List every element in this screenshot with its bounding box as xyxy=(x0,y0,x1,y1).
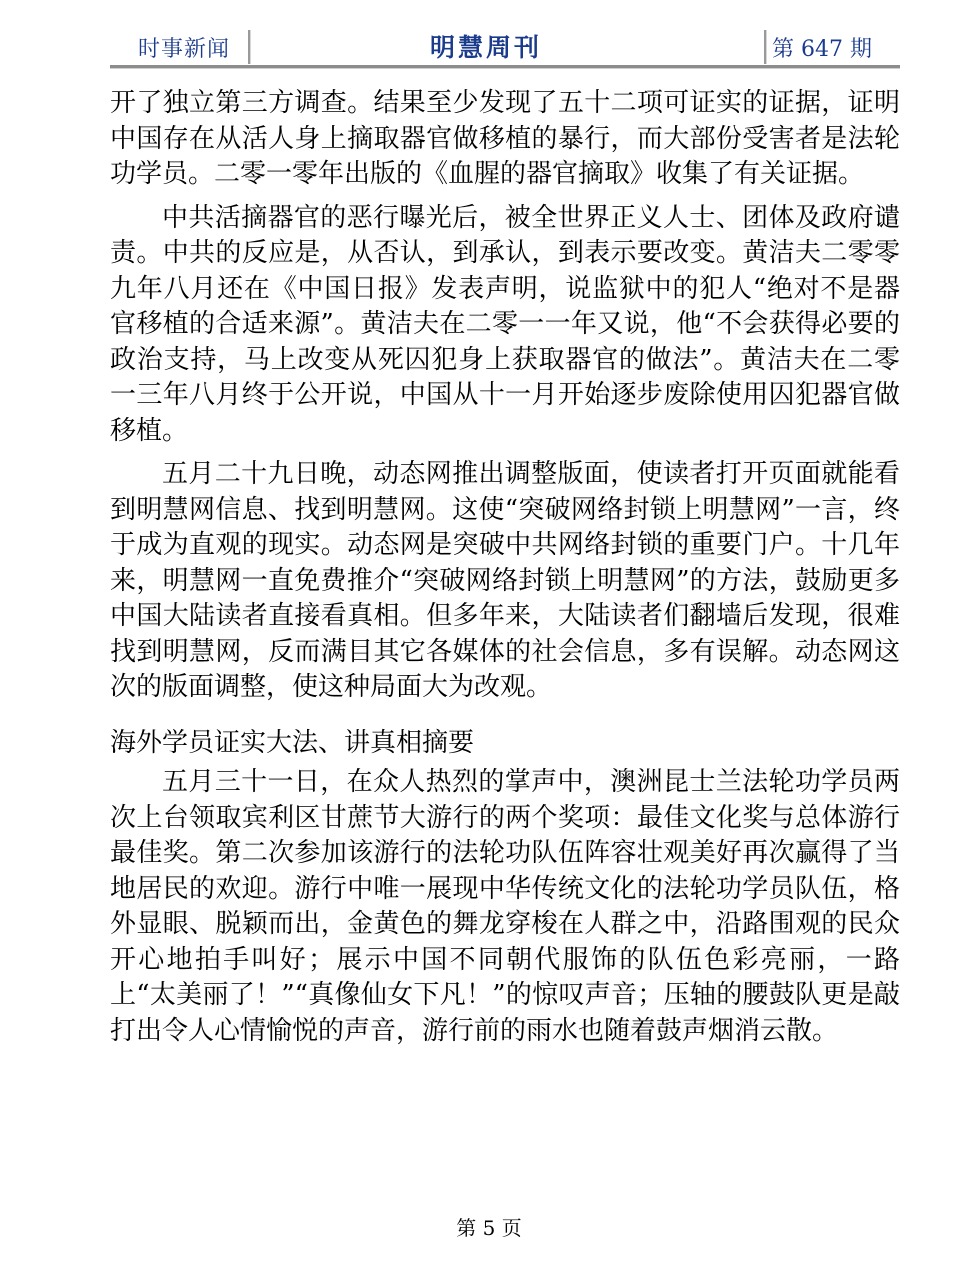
header-separator-right xyxy=(764,30,766,64)
page-header xyxy=(110,28,900,68)
paragraph: 五月二十九日晚，动态网推出调整版面，使读者打开页面就能看到明慧网信息、找到明慧网。这使“突破网络封锁上明慧网”一言，终于成为直观的现实。动态网是突破中共网络封锁的重要门户。十几年来，明慧网一直免费推介“突破网络封锁上明慧网”的方法，鼓励更多中国大陆读者直接看真相。但多年来，大陆读者们翻墙后发现，很难找到明慧网，反而满目其它各媒体的社会信息，多有误解。动态网这次的版面调整，使这种局面大为改观。 xyxy=(110,459,900,702)
header-issue-number: 第 647 期 xyxy=(772,37,872,62)
page-number: 第 5 页 xyxy=(456,1216,522,1240)
header-rule xyxy=(110,65,900,69)
article-body xyxy=(110,86,900,1057)
header-publication-title: 明慧周刊 xyxy=(430,33,543,62)
header-separator-left xyxy=(248,30,250,64)
paragraph-last xyxy=(110,765,900,1049)
header-section-name: 时事新闻 xyxy=(138,37,231,62)
paragraph-continued: 开了独立第三方调查。结果至少发现了五十二项可证实的证据，证明中国存在从活人身上摘取器官做移植的暴行，而大部份受害者是法轮功学员。二零一零年出版的《血腥的器官摘取》收集了有关证据。 xyxy=(110,88,900,189)
section-heading: 海外学员证实大法、讲真相摘要 xyxy=(110,727,475,758)
paragraph-text: 五月三十一日，在众人热烈的掌声中， xyxy=(162,767,611,797)
place-link[interactable]: 澳洲昆士兰 xyxy=(610,767,743,797)
paragraph-text: 法轮功学员两次上台领取宾利区甘蔗节大游行的两个奖项：最佳文化奖与总体游行最佳奖。第二次参加该游行的法轮功队伍阵容壮观美好再次赢得了当地居民的欢迎。游行中唯一展现中华传统文化的法轮功学员队伍，格外显眼、脱颖而出，金黄色的舞龙穿梭在人群之中，沿路围观的民众开心地拍手叫好；展示中国不同朝代服饰的队伍色彩亮丽，一路上“太美丽了！”“真像仙女下凡！”的惊叹声音；压轴的腰鼓队更是敲打出令人心情愉悦的声音，游行前的雨水也随着鼓声烟消云散。 xyxy=(110,767,900,1046)
paragraph: 中共活摘器官的恶行曝光后，被全世界正义人士、团体及政府谴责。中共的反应是，从否认，到承认，到表示要改变。黄洁夫二零零九年八月还在《中国日报》发表声明，说监狱中的犯人“绝对不是器官移植的合适来源”。黄洁夫在二零一一年又说，他“不会获得必要的政治支持，马上改变从死囚犯身上获取器官的做法”。黄洁夫在二零一三年八月终于公开说，中国从十一月开始逐步废除使用囚犯器官做移植。 xyxy=(110,202,900,446)
